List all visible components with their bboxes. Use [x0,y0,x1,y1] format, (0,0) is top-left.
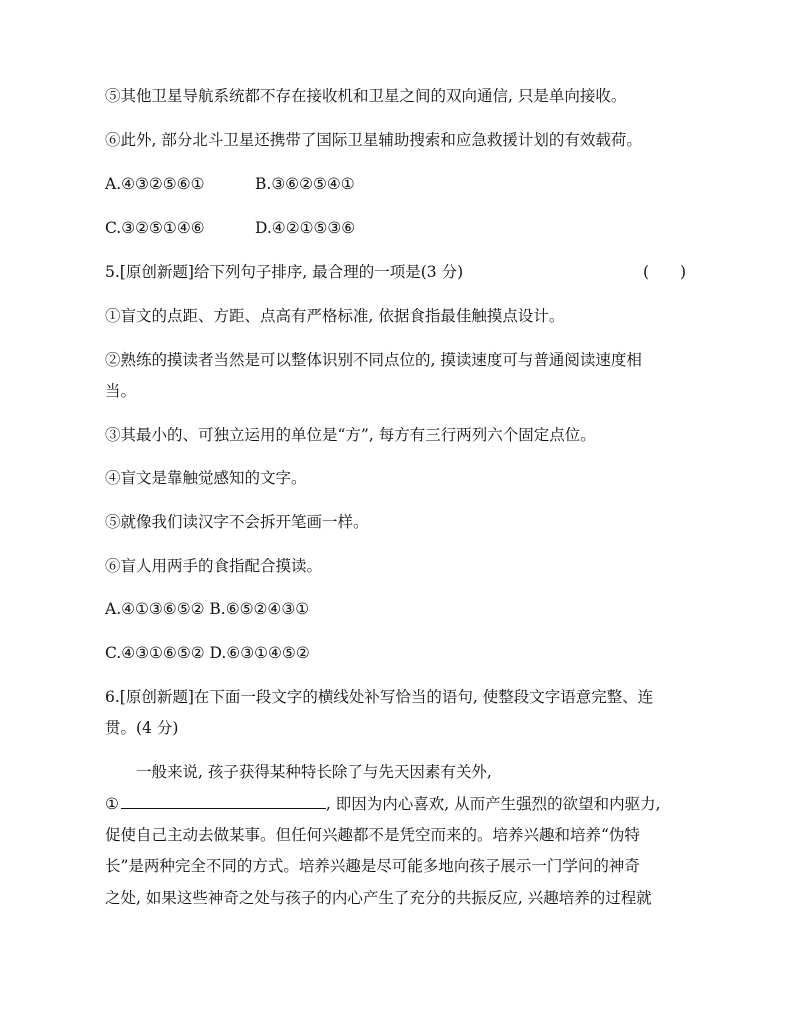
q6-passage-line-2 [105,792,661,815]
q5-sentence-5: ⑤就像我们读汉字不会拆开笔画一样。 [105,513,369,531]
q5-sentence-3: ③其最小的、可独立运用的单位是“方”, 每方有三行两列六个固定点位。 [105,426,596,444]
q4-option-c: C.③②⑤①④⑥ [105,219,205,237]
q6-stem-line-2: 贯。(4 分) [105,719,179,737]
q6-passage-line-4: 长”是两种完全不同的方式。培养兴趣是尽可能多地向孩子展示一门学问的神奇 [105,857,640,875]
q6-passage-line-2-rest: , 即因为内心喜欢, 从而产生强烈的欲望和内驱力, [325,795,661,813]
q5-stem: 5.[原创新题]给下列句子排序, 最合理的一项是(3 分) [105,263,464,281]
q5-sentence-2b: 当。 [105,382,137,400]
q5-options-cd: C.④③①⑥⑤② D.⑥③①④⑤② [105,644,310,662]
q4-option-a: A.④③②⑤⑥① [105,175,205,193]
q5-options-ab: A.④①③⑥⑤② B.⑥⑤②④③① [105,600,310,618]
q5-sentence-6: ⑥盲人用两手的食指配合摸读。 [105,557,323,575]
q4-item-5: ⑤其他卫星导航系统都不存在接收机和卫星之间的双向通信, 只是单向接收。 [105,87,627,105]
q5-sentence-2a: ②熟练的摸读者当然是可以整体识别不同点位的, 摸读速度可与普通阅读速度相 [105,351,642,369]
blank-number: ① [105,795,119,813]
q6-passage-line-1: 一般来说, 孩子获得某种特长除了与先天因素有关外, [136,763,492,781]
q6-passage-line-5: 之处, 如果这些神奇之处与孩子的内心产生了充分的共振反应, 兴趣培养的过程就 [105,889,652,907]
answer-blank[interactable] [121,792,326,809]
q4-options-cd [105,217,356,239]
q5-answer-paren: ( ) [643,263,687,281]
q5-sentence-1: ①盲文的点距、方距、点高有严格标准, 依据食指最佳触摸点设计。 [105,307,565,325]
q4-options-ab [105,173,355,195]
q5-sentence-4: ④盲文是靠触觉感知的文字。 [105,469,307,487]
q6-stem-line-1: 6.[原创新题]在下面一段文字的横线处补写恰当的语句, 使整段文字语意完整、连 [105,688,654,706]
q4-option-d: D.④②①⑤③⑥ [255,219,356,237]
q4-option-b: B.③⑥②⑤④① [255,175,355,193]
q6-passage-line-3: 促使自己主动去做某事。但任何兴趣都不是凭空而来的。培养兴趣和培养“伪特 [105,826,640,844]
q4-item-6: ⑥此外, 部分北斗卫星还携带了国际卫星辅助搜索和应急救援计划的有效载荷。 [105,131,642,149]
